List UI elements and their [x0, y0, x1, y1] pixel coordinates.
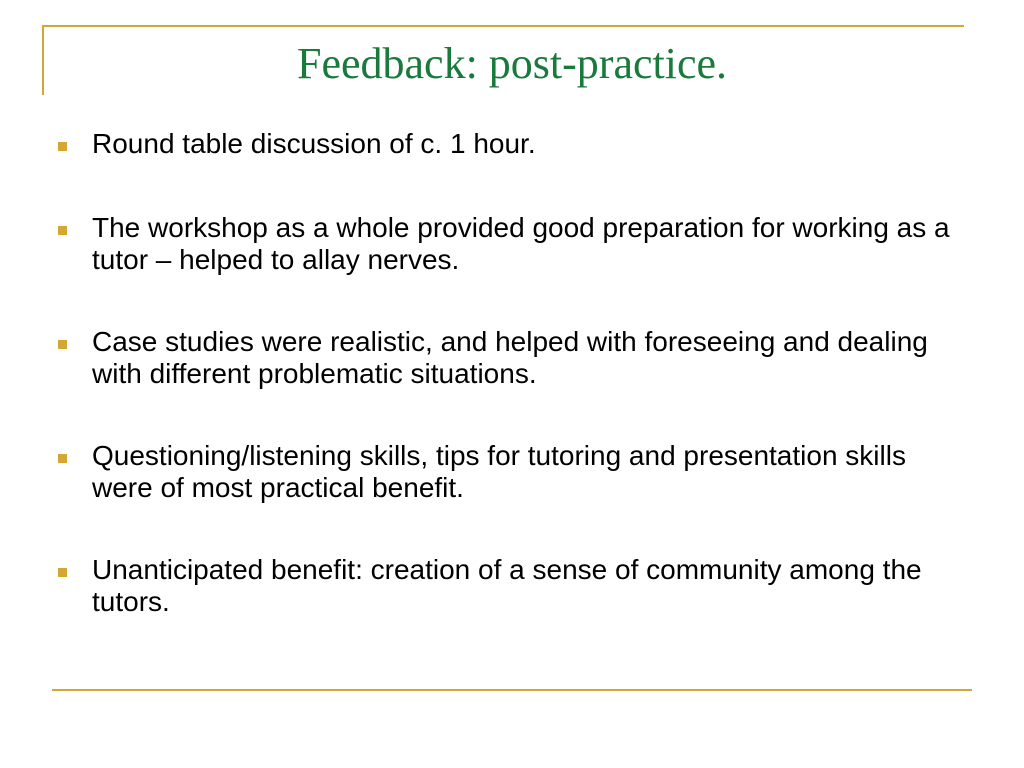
slide-title: Feedback: post-practice.	[296, 39, 728, 88]
frame-top-rule	[42, 25, 964, 27]
bullet-text: The workshop as a whole provided good preparation for working as a tutor – helped to allay nerves.	[92, 212, 950, 275]
bullet-text: Round table discussion of c. 1 hour.	[92, 128, 536, 159]
bullet-text: Case studies were realistic, and helped with foreseeing and dealing with different problematic situations.	[92, 326, 928, 389]
square-bullet-icon	[58, 340, 67, 349]
bullet-item	[52, 554, 952, 618]
square-bullet-icon	[58, 142, 67, 151]
bottom-rule	[52, 689, 972, 691]
bullet-item	[52, 212, 952, 276]
bullet-item	[52, 440, 952, 504]
square-bullet-icon	[58, 226, 67, 235]
bullet-item	[52, 128, 952, 160]
bullet-text: Questioning/listening skills, tips for tutoring and presentation skills were of most practical benefit.	[92, 440, 906, 503]
bullet-item	[52, 326, 952, 390]
bullet-text: Unanticipated benefit: creation of a sense of community among the tutors.	[92, 554, 922, 617]
square-bullet-icon	[58, 568, 67, 577]
square-bullet-icon	[58, 454, 67, 463]
bullet-list	[52, 128, 952, 668]
